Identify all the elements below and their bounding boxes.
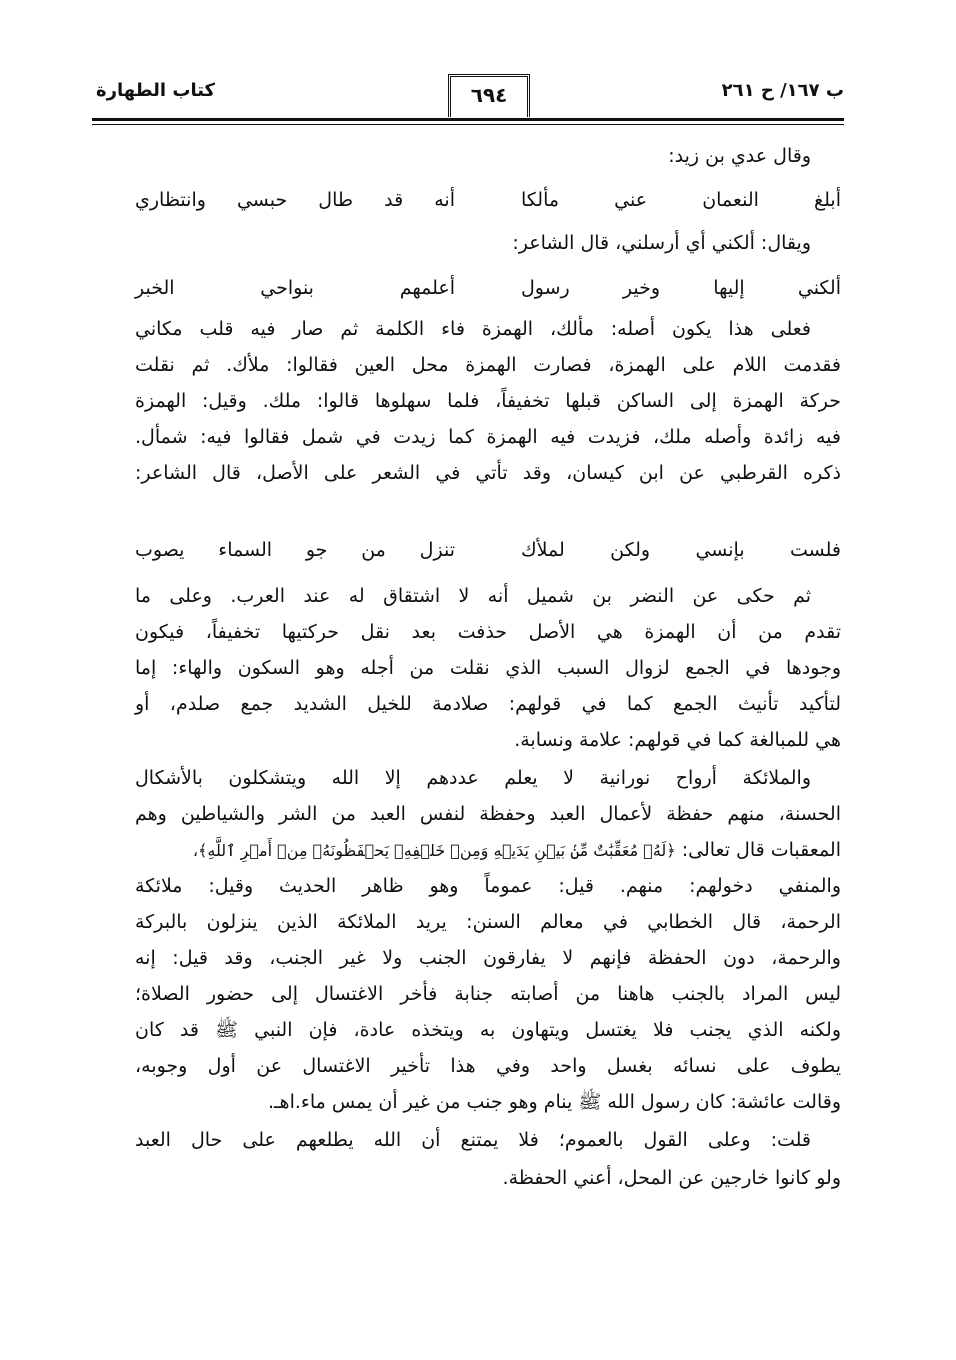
verse-line [135,535,841,565]
text-line: يطوف على نسائه بغسل واحد وفي هذا تأخير الاغتسال عن أول وجوبه، [135,1055,841,1077]
text-line: لتأكيد تأنيث الجمع كما في قولهم: صلادمة للخيل الشديد جمع صلدم، أو [135,693,841,715]
hemistich: أبلغ النعمان عني مألكا [521,189,841,211]
header-rule-thin [92,124,844,125]
text-line: فيه زائدة وأصله ملك، فزيدت فيه الهمزة كما زيدت في شمل فقالوا فيه: شمأل. [135,426,841,448]
quran-verse: ﴿لَهُۥ مُعَقِّبَٰتٌ مِّنۢ بَيۡنِ يَدَيۡهِ وَمِنۡ خَلۡفِهِۦ يَحۡفَظُونَهُۥ مِنۡ أَمۡرِ ٱللَّهِ﴾، [192,841,676,860]
text-line: الحسنة، منهم حفظة لأعمال العبد وحفظة لنفس العبد من الشر والشياطين وهم [135,803,841,825]
text-line: فقدمت اللام على الهمزة، فصارت الهمزة محل العين فقالوا: ملأك. ثم نقلت [135,354,841,376]
text-line: ليس المراد بالجنب هاهنا من أصابته جنابة فأخر الاغتسال إلى حضور الصلاة؛ [135,983,841,1005]
verse-line [135,273,841,303]
text-line: ويقال: ألكني أي أرسلني، قال الشاعر: [512,232,811,254]
text-line: ولكنه الذي يجنب فلا يغتسل ويتهاون به ويتخذه عادة، فإن النبي ﷺ قد كان [135,1019,841,1041]
text-line: فعلى هذا يكون أصله: مألك، الهمزة فاء الكلمة ثم صار فيه قلب مكاني [135,318,811,340]
text-line: والملائكة أرواح نورانية لا يعلم عددهم إلا الله ويتشكلون بالأشكال [135,767,811,789]
text-line: وجودها في الجمع لزوال السبب الذي نقلت من أجله وهو السكون والهاء: إما [135,657,841,679]
hemistich: ألكني إليها وخير رسول [521,277,841,299]
text-span: المعقبات قال تعالى: [681,839,841,861]
text-line: هي للمبالغة كما في قولهم: علامة ونسابة. [514,729,841,751]
hemistich: أنه قد طال حبسي وانتظاري [135,189,455,211]
text-line: ولو كانوا خارجين عن المحل، أعني الحفظة. [502,1167,841,1189]
hemistich: فلست بإنسي ولكن لملأك [521,539,841,561]
header-rule [92,118,844,121]
text-line: والرحمة، دون الحفظة فإنهم لا يفارقون الجنب ولا غير الجنب، وقد قيل: إنه [135,947,841,969]
text-line: والمنفي دخولهم: منهم. قيل: عموماً وهو ظاهر الحديث وقيل: ملائكة [135,875,841,897]
chapter-reference: ب ١٦٧/ ح ٢٦١ [721,80,844,101]
hemistich: أعلمهم بنواحي الخبر [135,277,455,299]
text-line: الرحمة، قال الخطابي في معالم السنن: يريد الملائكة الذين ينزلون بالبركة [135,911,841,933]
text-line: ذكره القرطبي عن ابن كيسان، وقد تأتي في الشعر على الأصل، قال الشاعر: [135,462,841,484]
text-line: حركة الهمزة إلى الساكن قبلها تخفيفاً، فلما سهلوها قالوا: ملك. وقيل: الهمزة [135,390,841,412]
text-line: ثم حكى عن النضر بن شميل أنه لا اشتقاق له عند العرب. وعلى ما [135,585,811,607]
page-number: ٦٩٤ [448,74,530,117]
text-line: وقالت عائشة: كان رسول الله ﷺ ينام وهو جنب من غير أن يمس ماء.اهـ. [267,1091,841,1113]
text-line: تقدم من أن الهمزة هي الأصل حذفت بعد نقل حركتيها تخفيفاً، فيكون [135,621,841,643]
text-line [135,835,841,866]
hemistich: تنزل من جو السماء يصوب [135,539,455,561]
book-title: كتاب الطهارة [96,80,216,101]
text-line: قلت: وعلى القول بالعموم؛ فلا يمتنع أن الله يطلعهم على حال العبد [135,1129,811,1151]
text-line: وقال عدي بن زيد: [668,145,811,167]
verse-line [135,185,841,215]
